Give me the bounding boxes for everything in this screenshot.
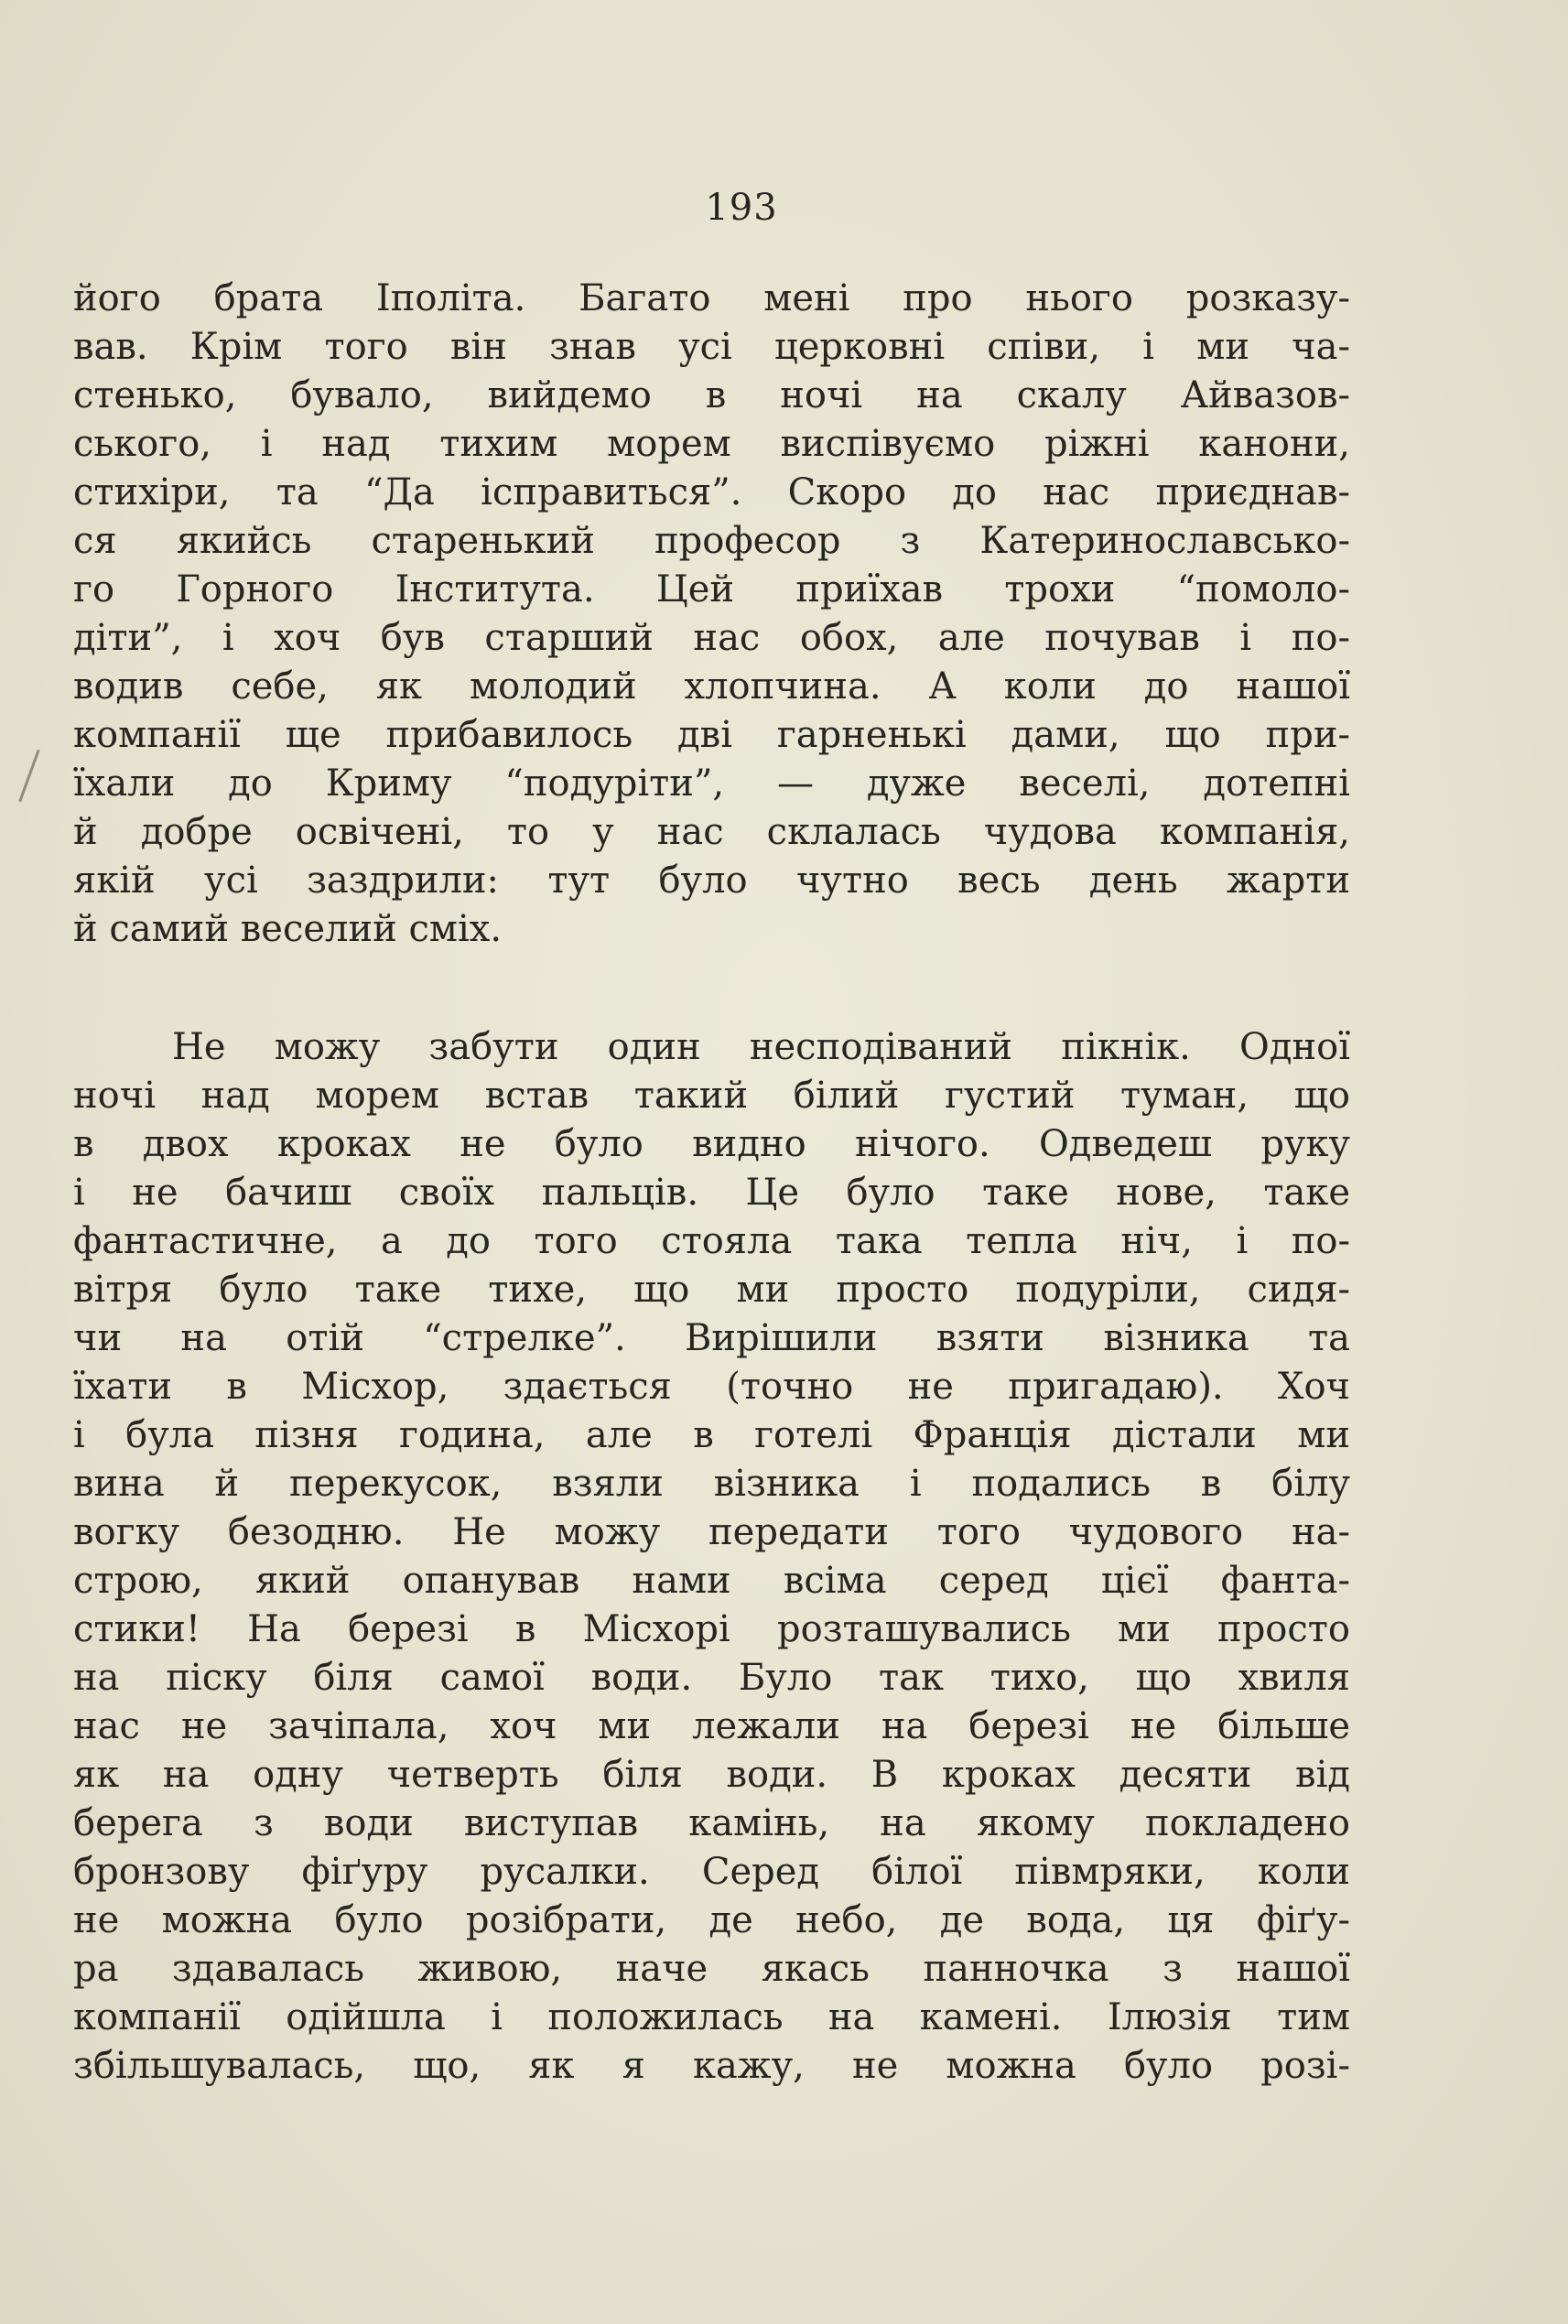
text-line: в двох кроках не було видно нічого. Одведеш руку (73, 1123, 1350, 1165)
text-line: ночі над морем встав такий білий густий туман, що (73, 1075, 1350, 1117)
text-line: й самий веселий сміх. (73, 908, 503, 950)
text-line: і була пізня година, але в готелі Франція дістали ми (73, 1414, 1350, 1456)
text-line: чи на отій “стрелке”. Вирішили взяти візника та (73, 1317, 1350, 1359)
text-line: вітря було таке тихе, що ми просто подуріли, сидя- (73, 1269, 1350, 1311)
text-line: як на одну четверть біля води. В кроках десяти від (73, 1754, 1350, 1796)
text-line: ся якийсь старенький професор з Катеринославсько- (73, 520, 1350, 562)
text-line: нас не зачіпала, хоч ми лежали на березі не більше (73, 1705, 1350, 1747)
text-line: їхали до Криму “подуріти”, — дуже веселі, дотепні (73, 762, 1350, 805)
text-line: збільшувалась, що, як я кажу, не можна було розі- (73, 2045, 1350, 2087)
text-line: ського, і над тихим морем виспівуємо ріжні канони, (73, 423, 1350, 465)
text-line: вав. Крім того він знав усі церковні співи, і ми ча- (73, 326, 1350, 368)
text-line: й добре освічені, то у нас склалась чудова компанія, (73, 811, 1350, 853)
text-line: вогку безодню. Не можу передати того чудового на- (73, 1511, 1350, 1553)
text-line: компанії одійшла і положилась на камені. Ілюзія тим (73, 1996, 1350, 2038)
page-number: 193 (705, 187, 778, 229)
text-line: і не бачиш своїх пальців. Це було таке нове, таке (73, 1172, 1350, 1214)
text-line: на піску біля самої води. Було так тихо, що хвиля (73, 1657, 1350, 1699)
text-line: го Горного Інститута. Цей приїхав трохи “помоло- (73, 568, 1350, 611)
text-line: фантастичне, а до того стояла така тепла ніч, і по- (73, 1220, 1350, 1262)
text-line: Не можу забути один несподіваний пікнік. Одної (172, 1026, 1350, 1068)
paragraph-1 (73, 275, 1350, 954)
text-line: строю, який опанував нами всіма серед цієї фанта- (73, 1560, 1350, 1602)
text-line: його брата Іполіта. Багато мені про нього розказу- (73, 277, 1350, 319)
text-line: ра здавалась живою, наче якась панночка з нашої (73, 1948, 1350, 1990)
text-line: стихіри, та “Да ісправиться”. Скоро до нас приєднав- (73, 471, 1350, 513)
text-line: діти”, і хоч був старший нас обох, але почував і по- (73, 617, 1350, 659)
text-line: бронзову фіґуру русалки. Серед білої півмряки, коли (73, 1851, 1350, 1893)
text-line: берега з води виступав камінь, на якому покладено (73, 1802, 1350, 1844)
text-line: стики! На березі в Місхорі розташувались ми просто (73, 1608, 1350, 1650)
margin-pencil-mark (18, 750, 51, 806)
text-line: компанії ще прибавилось дві гарненькі дами, що при- (73, 714, 1350, 756)
text-line: не можна було розібрати, де небо, де вода, ця фіґу- (73, 1899, 1350, 1941)
text-line: їхати в Місхор, здається (точно не пригадаю). Хоч (73, 1366, 1350, 1408)
text-line: стенько, бувало, вийдемо в ночі на скалу Айвазов- (73, 374, 1350, 416)
paragraph-2 (73, 1023, 1350, 2091)
text-line: водив себе, як молодий хлопчина. А коли до нашої (73, 665, 1350, 708)
text-line: вина й перекусок, взяли візника і подались в білу (73, 1463, 1350, 1505)
text-line: якій усі заздрили: тут було чутно весь день жарти (73, 859, 1350, 902)
